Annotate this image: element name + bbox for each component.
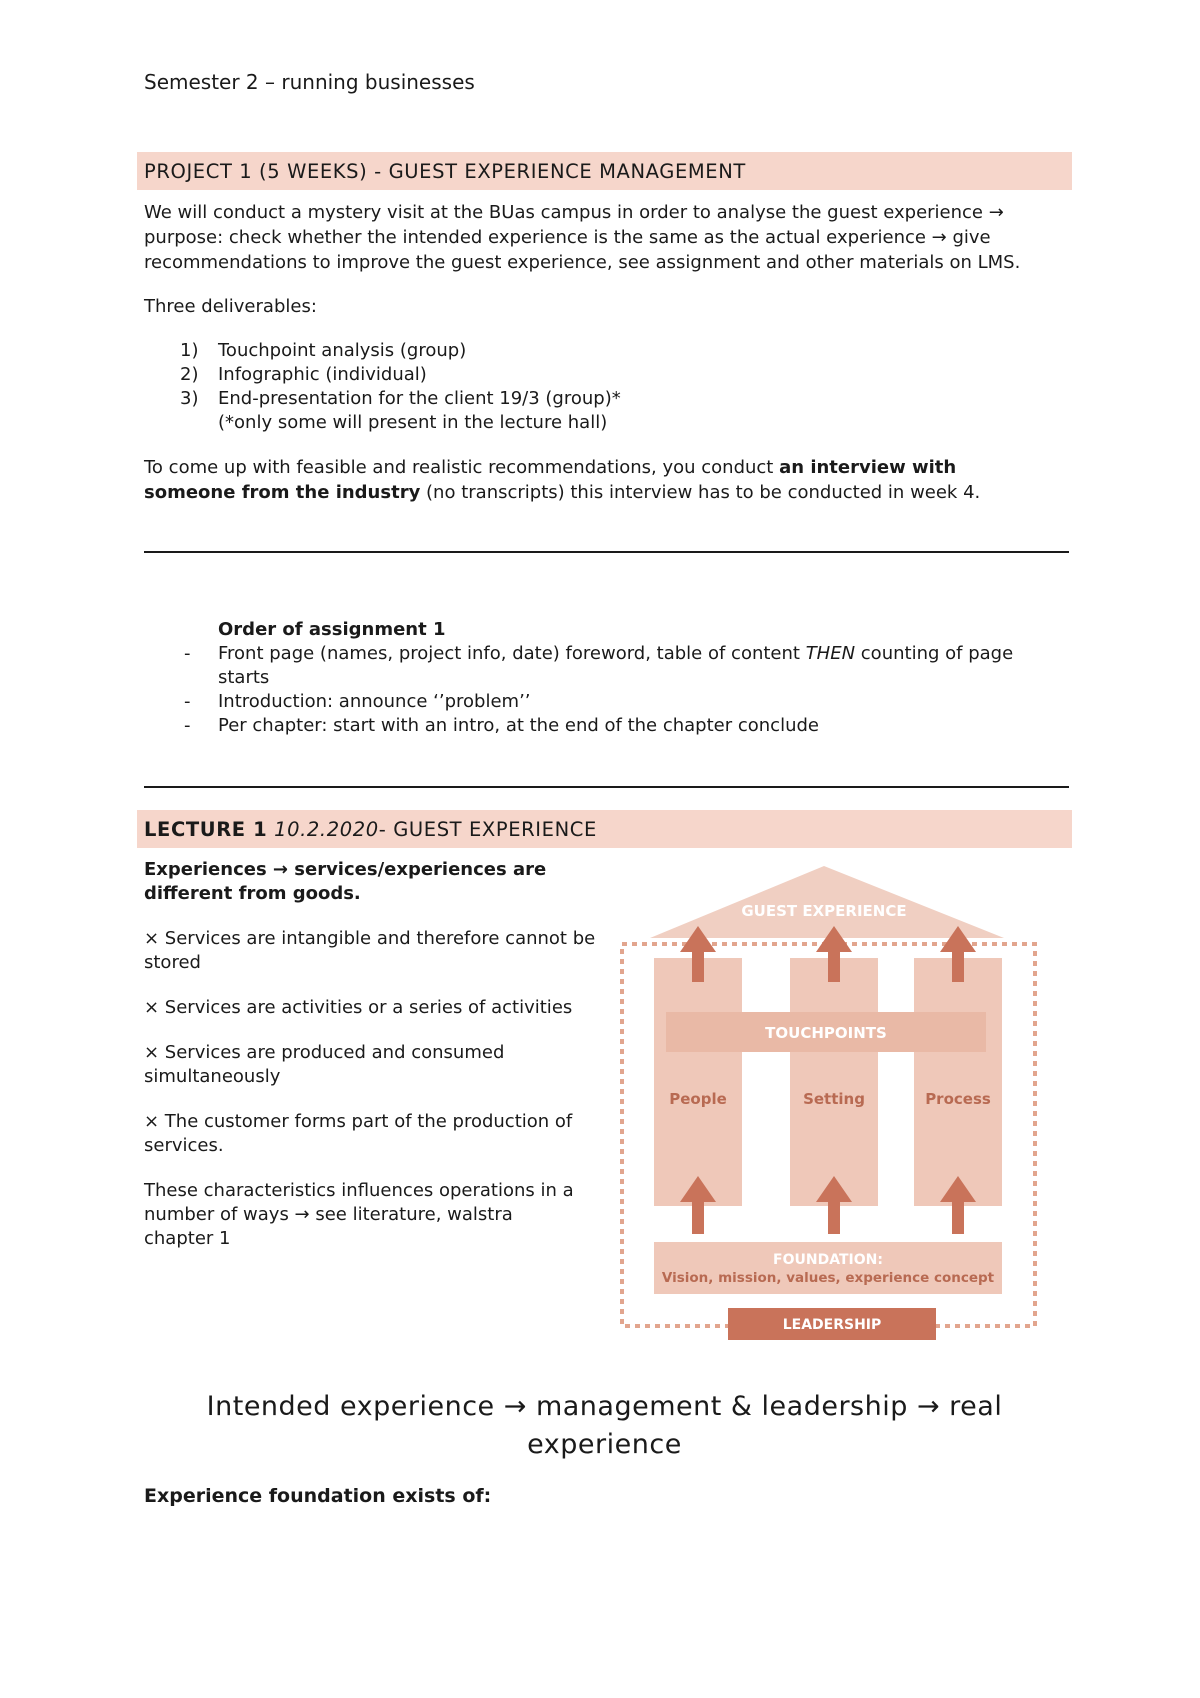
list-text: Per chapter: start with an intro, at the end of the chapter conclude bbox=[218, 715, 819, 736]
bullet-text: × Services are intangible and therefore cannot be bbox=[144, 928, 596, 949]
roof-label: GUEST EXPERIENCE bbox=[741, 902, 907, 920]
lecture-text bbox=[144, 858, 614, 1272]
lecture-heading-line: Experiences → services/experiences are bbox=[144, 859, 547, 880]
bullet-item bbox=[144, 1041, 614, 1089]
list-emphasis: THEN bbox=[805, 643, 856, 664]
closing-line: number of ways → see literature, walstra bbox=[144, 1204, 513, 1225]
pillar-setting bbox=[790, 958, 878, 1206]
list-number: 2) bbox=[180, 364, 199, 385]
touchpoints-label: TOUCHPOINTS bbox=[765, 1024, 887, 1042]
bullet-text: stored bbox=[144, 952, 201, 973]
bullet-text: × The customer forms part of the production of bbox=[144, 1111, 573, 1132]
bullet-item bbox=[144, 996, 614, 1020]
pillar-label-process: Process bbox=[925, 1090, 991, 1108]
list-item bbox=[180, 387, 621, 411]
list-text: Front page (names, project info, date) foreword, table of content bbox=[218, 643, 806, 664]
lecture-heading-line: different from goods. bbox=[144, 883, 361, 904]
project-title: PROJECT 1 (5 WEEKS) - GUEST EXPERIENCE MANAGEMENT bbox=[144, 159, 746, 183]
bullet-text: services. bbox=[144, 1135, 224, 1156]
list-dash: - bbox=[184, 715, 191, 736]
project-title-band bbox=[137, 152, 1072, 190]
lecture-title-bold: LECTURE 1 bbox=[144, 817, 268, 841]
lecture-heading bbox=[144, 858, 614, 906]
interview-bold: someone from the industry bbox=[144, 482, 421, 503]
interview-line-1 bbox=[144, 455, 1064, 480]
list-text: starts bbox=[218, 667, 270, 688]
list-text: End-presentation for the client 19/3 (group)* bbox=[218, 388, 621, 409]
interview-line-2 bbox=[144, 480, 1064, 505]
leadership-label: LEADERSHIP bbox=[782, 1317, 882, 1333]
foundation-title: FOUNDATION: bbox=[773, 1252, 883, 1268]
order-list bbox=[180, 618, 1060, 738]
interview-bold: an interview with bbox=[779, 457, 957, 478]
closing-paragraph bbox=[144, 1179, 614, 1251]
list-number: 1) bbox=[180, 340, 199, 361]
order-title: Order of assignment 1 bbox=[218, 619, 446, 640]
list-dash: - bbox=[184, 643, 191, 664]
list-text: Infographic (individual) bbox=[218, 364, 427, 385]
project-intro-line: We will conduct a mystery visit at the BUas campus in order to analyse the guest experience → bbox=[144, 202, 1004, 223]
deliverables-label: Three deliverables: bbox=[144, 296, 317, 317]
pillar-label-setting: Setting bbox=[803, 1090, 865, 1108]
bullet-item bbox=[144, 927, 614, 975]
bullet-text: × Services are activities or a series of activities bbox=[144, 997, 573, 1018]
summary-statement bbox=[137, 1388, 1072, 1464]
project-intro-line: purpose: check whether the intended experience is the same as the actual experience → give bbox=[144, 227, 991, 248]
interview-text: To come up with feasible and realistic recommendations, you conduct bbox=[144, 457, 780, 478]
list-item-continued bbox=[180, 666, 1060, 690]
interview-text: (no transcripts) this interview has to be conducted in week 4. bbox=[420, 482, 981, 503]
list-item bbox=[180, 642, 1060, 666]
list-dash: - bbox=[184, 691, 191, 712]
list-item bbox=[180, 690, 1060, 714]
project-intro-line: recommendations to improve the guest experience, see assignment and other materials on LMS. bbox=[144, 252, 1021, 273]
closing-line: These characteristics influences operations in a bbox=[144, 1180, 574, 1201]
list-text: Touchpoint analysis (group) bbox=[218, 340, 467, 361]
list-item bbox=[180, 363, 621, 387]
pillar-label-people: People bbox=[669, 1090, 727, 1108]
pillar-process bbox=[914, 958, 1002, 1206]
closing-line: chapter 1 bbox=[144, 1228, 231, 1249]
deliverables-list bbox=[180, 339, 621, 435]
foundation-subtitle: Vision, mission, values, experience concept bbox=[661, 1270, 995, 1286]
foundation-block bbox=[654, 1242, 1002, 1294]
list-number: 3) bbox=[180, 388, 199, 409]
page-header: Semester 2 – running businesses bbox=[144, 70, 475, 94]
interview-paragraph bbox=[144, 455, 1064, 505]
summary-line: experience bbox=[527, 1429, 682, 1460]
divider bbox=[144, 786, 1069, 788]
guest-experience-diagram bbox=[610, 862, 1050, 1342]
bullet-text: simultaneously bbox=[144, 1066, 281, 1087]
list-text: counting of page bbox=[855, 643, 1014, 664]
lecture-title-rest: - GUEST EXPERIENCE bbox=[378, 817, 597, 841]
lecture-date: 10.2.2020 bbox=[274, 817, 379, 841]
lecture-title-band bbox=[137, 810, 1072, 848]
pillar-people bbox=[654, 958, 742, 1206]
project-intro bbox=[144, 200, 1020, 275]
bullet-item bbox=[144, 1110, 614, 1158]
foundation-heading: Experience foundation exists of: bbox=[144, 1485, 492, 1507]
bullet-text: × Services are produced and consumed bbox=[144, 1042, 505, 1063]
list-note: (*only some will present in the lecture hall) bbox=[218, 412, 608, 433]
list-text: Introduction: announce ‘’problem’’ bbox=[218, 691, 531, 712]
divider bbox=[144, 551, 1069, 553]
list-item bbox=[180, 714, 1060, 738]
list-item bbox=[180, 339, 621, 363]
summary-line: Intended experience → management & leadership → real bbox=[206, 1391, 1003, 1422]
list-item-note bbox=[180, 411, 621, 435]
